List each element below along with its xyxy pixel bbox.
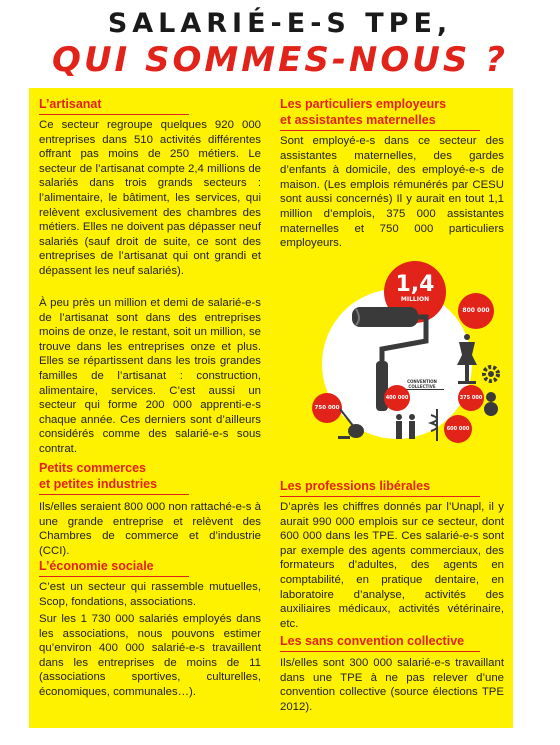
gear-icon — [480, 363, 502, 385]
section-title-economie-sociale: L’économie sociale — [39, 559, 154, 573]
economie-paragraph-2: Sur les 1 730 000 salariés employés dans les associations, nous pouvons estimer qu’environ 400 000 salarié-e-s travaillent dans les entreprises de moins de 11 (associations sportives, culturelles, économiques, communales…). — [39, 613, 261, 698]
content-panel — [29, 88, 513, 728]
sans-convention-paragraph: Ils/elles sont 300 000 salarié-e-s travaillant dans une TPE à ne pas relever d’une convention collective (source élections TPE 2012). — [280, 657, 504, 713]
divider — [280, 651, 480, 652]
section-title-particuliers-1: Les particuliers employeurs — [280, 97, 447, 111]
section-title-professions-liberales: Les professions libérales — [280, 479, 431, 493]
badge-750000: 750 000 — [312, 393, 342, 423]
particuliers-paragraph: Sont employé-e-s dans ce secteur des assistantes maternelles, des gardes d’enfants à domicile, des employé-e-s de maison. (Les emplois rémunérés par CESU sont aussi concernés) Il y aurait en tout 1,1 million d’emplois, 375 000 assistantes maternelles et 750 000 particuliers employeurs. — [280, 135, 504, 250]
economie-paragraph-1: C’est un secteur qui rassemble mutuelles, Scop, fondations, associations. — [39, 581, 261, 608]
convention-label: CONVENTION COLLECTIVE — [400, 379, 444, 390]
badge-value: 1,4 — [395, 272, 435, 297]
divider — [280, 496, 480, 497]
professions-paragraph: D’après les chiffres donnés par l’Unapl, il y aurait 990 000 emplois sur ce secteur, dont 600 000 dans les TPE. Ces salarié-e-s sont par exemple des agents commerciaux, des formateurs d’adultes, des agents en comptabilité, en pratique dentaire, en laboratoire d’analyse, activités des auxiliaires médicaux, activités vétérinaire, etc. — [280, 501, 504, 630]
vacuum-icon — [336, 407, 366, 441]
section-title-commerce-1: Petits commerces — [39, 461, 147, 475]
section-title-artisanat: L’artisanat — [39, 97, 102, 111]
artisanat-paragraph-2: À peu près un million et demi de salarié-e-s de l’artisanat sont dans des entreprises moins de onze, le restant, soit un million, se trouve dans les entreprises onze et plus. Elles se répartissent dans les trois grandes familles de l’artisanat : construction, alimentaire, services. C’est aussi un secteur qui forme 200 000 apprenti-e-s chaque année. Ces derniers sont d’ailleurs considérés comme des salarié-e-s sous contrat. — [39, 297, 261, 455]
badge-375000: 375 000 — [458, 385, 484, 411]
artisanat-paragraph-1: Ce secteur regroupe quelques 920 000 entreprises dans 510 activités différentes offrant pas moins de 250 métiers. Le secteur de l’artisanat compte 2,4 millions de salariés dans trois grands secteurs : l’alimentaire, le bâtiment, les services, qui relèvent exclusivement des chambres des métiers. Elles ne doivent pas dépasser neuf salariés (sauf droit de suite, ce sont des entreprises de l’artisanat qui ont grandi et dépassent les neuf salariés). — [39, 119, 261, 277]
divider — [280, 130, 480, 131]
page-subtitle: QUI SOMMES-NOUS ? — [52, 40, 508, 80]
infographic — [280, 261, 504, 461]
mannequin-icon — [452, 333, 482, 388]
badge-unit: MILLION — [400, 296, 430, 303]
divider — [39, 494, 189, 495]
commerce-paragraph: Ils/elles seraient 800 000 non rattaché-e-s à une grande entreprise et relèvent des Chambres de commerce et d’industrie (CCI). — [39, 501, 261, 557]
caduceus-icon — [428, 409, 446, 441]
family-icon — [392, 413, 420, 441]
badge-800000: 800 000 — [458, 293, 494, 329]
baby-icon — [480, 391, 502, 417]
section-title-sans-convention: Les sans convention collective — [280, 634, 465, 648]
divider — [39, 576, 189, 577]
badge-600000: 600 000 — [444, 415, 472, 443]
divider — [39, 114, 189, 115]
badge-400000: 400 000 — [384, 385, 410, 411]
section-title-particuliers-2: et assistantes maternelles — [280, 113, 436, 127]
section-title-commerce-2: et petites industries — [39, 477, 158, 491]
page-title: SALARIÉ-E-S TPE, — [107, 8, 453, 39]
